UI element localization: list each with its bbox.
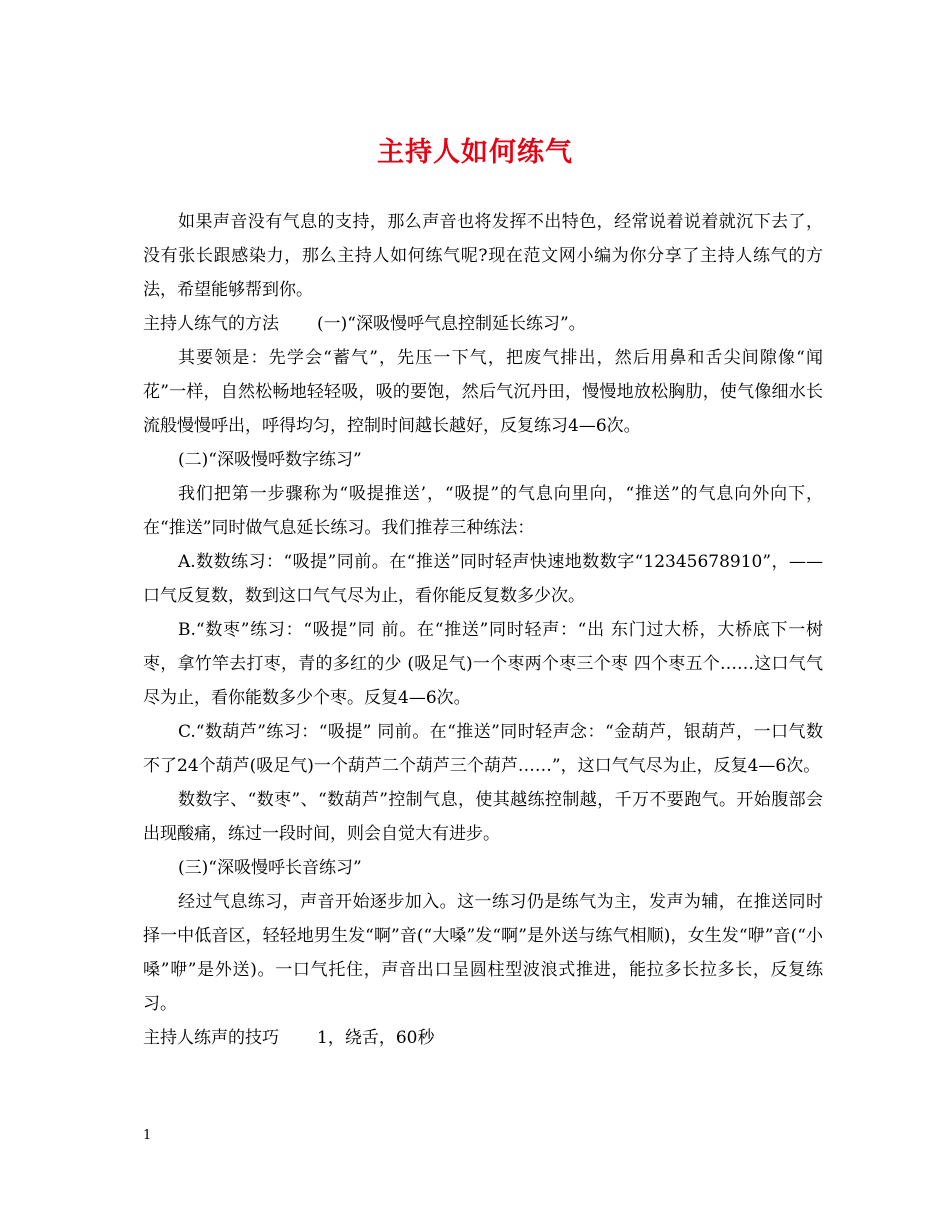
section-heading-label: 主持人练声的技巧	[143, 1028, 279, 1048]
paragraph-method-b: B.“数枣”练习：“吸提”同 前。在“推送”同时轻声：“出 东门过大桥，大桥底下一树枣，拿竹竿去打枣，青的多红的少 (吸足气)一个枣两个枣三个枣 四个枣五个……这口气气尽为止，看你能数多少个枣。反复4—6次。	[143, 620, 823, 708]
paragraph-method-summary: 数数字、“数枣”、“数葫芦”控制气息，使其越练控制越，千万不要跑气。开始腹部会出现酸痛，练过一段时间，则会自觉大有进步。	[143, 790, 823, 844]
paragraph-method-a: A.数数练习：“吸提”同前。在“推送”同时轻声快速地数数字“12345678910”，——口气反复数，数到这口气气尽为止，看你能反复数多少次。	[143, 552, 823, 606]
paragraph-method-one: 其要领是：先学会“蓄气”，先压一下气，把废气排出，然后用鼻和舌尖间隙像“闻花”一样，自然松畅地轻轻吸，吸的要饱，然后气沉丹田，慢慢地放松胸肋，使气像细水长流般慢慢呼出，呼得均匀，控制时间越长越好，反复练习4—6次。	[143, 348, 823, 436]
subheading-method-two: (二)“深吸慢呼数字练习”	[178, 450, 362, 470]
document-body	[143, 205, 823, 1055]
subheading-method-three: (三)“深吸慢呼长音练习”	[178, 858, 362, 878]
section-heading-label: 主持人练气的方法	[143, 314, 279, 334]
paragraph-method-c: C.“数葫芦”练习：“吸提” 同前。在“推送”同时轻声念：“金葫芦，银葫芦，一口气数不了24个葫芦(吸足气)一个葫芦二个葫芦三个葫芦……”，这口气气尽为止，反复4—6次。	[143, 722, 823, 776]
page-number: 1	[143, 1128, 152, 1143]
section-heading-item: (一)“深吸慢呼气息控制延长练习”。	[317, 314, 586, 334]
paragraph-intro: 如果声音没有气息的支持，那么声音也将发挥不出特色，经常说着说着就沉下去了，没有张长跟感染力，那么主持人如何练气呢?现在范文网小编为你分享了主持人练气的方法，希望能够帮到你。	[143, 212, 823, 300]
section-heading-breathing-methods	[143, 307, 823, 341]
section-heading-item: 1，绕舌，60秒	[317, 1028, 435, 1048]
document-title: 主持人如何练气	[377, 137, 573, 168]
section-heading-voice-techniques	[143, 1021, 823, 1055]
paragraph-method-three: 经过气息练习，声音开始逐步加入。这一练习仍是练气为主，发声为辅，在推送同时择一中低音区，轻轻地男生发“啊”音(“大嗓”发“啊”是外送与练气相顺)，女生发“咿”音(“小嗓”咿”是外送)。一口气托住，声音出口呈圆柱型波浪式推进，能拉多长拉多长，反复练习。	[143, 892, 823, 1014]
paragraph-method-two-intro: 我们把第一步骤称为“吸提推送’，“吸提”的气息向里向，“推送”的气息向外向下，在“推送”同时做气息延长练习。我们推荐三种练法：	[143, 484, 823, 538]
